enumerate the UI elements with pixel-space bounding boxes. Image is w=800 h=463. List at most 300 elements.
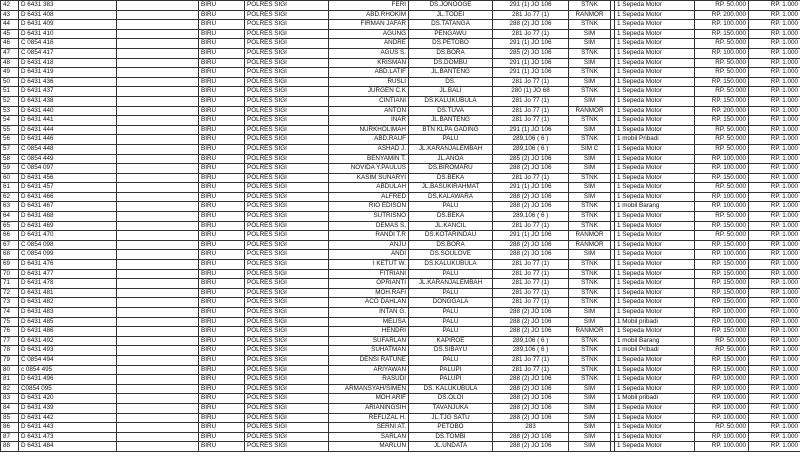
table-row [1, 403, 800, 413]
cell-reg: D 6431 483 [19, 308, 117, 318]
cell-art: 289,106 ( 6 ) [493, 212, 569, 222]
table-row [1, 116, 800, 126]
cell-fee: RP. 1.000 [749, 260, 800, 270]
cell-addr: PALUPI [409, 375, 493, 385]
cell-color: BIRU [199, 403, 245, 413]
cell-art: 288 (2) JO 106 [493, 384, 569, 394]
cell-empty [117, 375, 199, 385]
cell-reg: D 6431 442 [19, 413, 117, 423]
cell-fee: RP. 1.000 [749, 192, 800, 202]
cell-color: BIRU [199, 231, 245, 241]
cell-no: 73 [1, 298, 19, 308]
cell-art: 288 (2) JO 106 [493, 250, 569, 260]
cell-doc: STNK [569, 355, 611, 365]
cell-color: BIRU [199, 423, 245, 433]
cell-veh: 1 Sepeda Motor [615, 375, 695, 385]
cell-veh: 1 Sepeda Motor [615, 250, 695, 260]
cell-empty [117, 144, 199, 154]
cell-name: DENSI RATUNE [329, 355, 409, 365]
cell-unit: POLRES SIGI [245, 58, 329, 68]
cell-art: 291 (1) JO 106 [493, 68, 569, 78]
table-row [1, 240, 800, 250]
cell-veh: 1 Sepeda Motor [615, 308, 695, 318]
cell-fee: RP. 1.000 [749, 327, 800, 337]
cell-color: BIRU [199, 48, 245, 58]
cell-addr: JL.KANCIL [409, 221, 493, 231]
cell-empty [117, 384, 199, 394]
cell-name: ABD.LATIF [329, 68, 409, 78]
cell-color: BIRU [199, 183, 245, 193]
cell-empty [117, 221, 199, 231]
cell-art: 288 (2) JO 106 [493, 442, 569, 452]
cell-fine: RP. 150.000 [695, 355, 749, 365]
cell-art: 288 (2) JO 106 [493, 327, 569, 337]
cell-veh: 1 Sepeda Motor [615, 96, 695, 106]
cell-no: 59 [1, 164, 19, 174]
cell-fine: RP. 150.000 [695, 116, 749, 126]
cell-empty [117, 1, 199, 11]
cell-unit: POLRES SIGI [245, 154, 329, 164]
cell-color: BIRU [199, 336, 245, 346]
cell-veh: 1 Sepeda Motor [615, 288, 695, 298]
cell-doc: SIM [569, 394, 611, 404]
cell-doc: STNK [569, 221, 611, 231]
cell-veh: 1 Sepeda Motor [615, 164, 695, 174]
cell-unit: POLRES SIGI [245, 164, 329, 174]
cell-fee: RP. 1.000 [749, 212, 800, 222]
cell-fee: RP. 1.000 [749, 240, 800, 250]
cell-fine: RP. 100.000 [695, 394, 749, 404]
cell-name: MARLUN [329, 442, 409, 452]
cell-no: 50 [1, 77, 19, 87]
cell-name: BENYAMIN T. [329, 154, 409, 164]
cell-fine: RP. 50.000 [695, 183, 749, 193]
cell-addr: DS. KALUKUBULA [409, 384, 493, 394]
cell-addr: DS.KALUKUBULA [409, 260, 493, 270]
cell-no: 42 [1, 1, 19, 11]
cell-reg: C 0854 099 [19, 250, 117, 260]
table-row [1, 68, 800, 78]
cell-addr: DS.SOULOVE [409, 250, 493, 260]
cell-fine: RP. 150.000 [695, 96, 749, 106]
table-row [1, 327, 800, 337]
cell-fee: RP. 1.000 [749, 298, 800, 308]
cell-fine: RP. 100.000 [695, 442, 749, 452]
cell-reg: D 6431 468 [19, 212, 117, 222]
cell-unit: POLRES SIGI [245, 394, 329, 404]
cell-veh: 1 Sepeda Motor [615, 58, 695, 68]
cell-addr: PETOBO [409, 423, 493, 433]
cell-unit: POLRES SIGI [245, 432, 329, 442]
cell-color: BIRU [199, 68, 245, 78]
cell-art: 281 Jo 77 (1) [493, 298, 569, 308]
table-row [1, 144, 800, 154]
cell-doc: SIM [569, 384, 611, 394]
cell-color: BIRU [199, 58, 245, 68]
cell-unit: POLRES SIGI [245, 336, 329, 346]
cell-no: 51 [1, 87, 19, 97]
cell-art: 281 Jo 77 (1) [493, 29, 569, 39]
cell-fee: RP. 1.000 [749, 77, 800, 87]
cell-doc: STNK [569, 288, 611, 298]
cell-unit: POLRES SIGI [245, 106, 329, 116]
cell-fee: RP. 1.000 [749, 39, 800, 49]
table-row [1, 106, 800, 116]
cell-name: RUSLI [329, 77, 409, 87]
cell-unit: POLRES SIGI [245, 87, 329, 97]
cell-reg: D 6431 476 [19, 260, 117, 270]
cell-unit: POLRES SIGI [245, 375, 329, 385]
cell-reg: D 6431 437 [19, 87, 117, 97]
cell-fine: RP. 200.000 [695, 10, 749, 20]
cell-unit: POLRES SIGI [245, 20, 329, 30]
cell-art: 288 (2) JO 106 [493, 202, 569, 212]
cell-reg: D 6431 477 [19, 269, 117, 279]
cell-color: BIRU [199, 144, 245, 154]
cell-empty [117, 58, 199, 68]
cell-fee: RP. 1.000 [749, 403, 800, 413]
cell-addr: DS.KALUKUBULA [409, 96, 493, 106]
cell-reg: D 6431 482 [19, 298, 117, 308]
cell-color: BIRU [199, 1, 245, 11]
cell-art: 285 (2) JO 106 [493, 48, 569, 58]
cell-addr: PALU [409, 288, 493, 298]
cell-art: 288 (2) JO 106 [493, 317, 569, 327]
cell-name: OPRIANTI [329, 279, 409, 289]
cell-empty [117, 260, 199, 270]
cell-name: ABDULAH [329, 183, 409, 193]
cell-no: 82 [1, 384, 19, 394]
cell-doc: SIM [569, 77, 611, 87]
cell-name: ARMANSYAH/SIMEN [329, 384, 409, 394]
cell-fee: RP. 1.000 [749, 154, 800, 164]
cell-empty [117, 116, 199, 126]
cell-color: BIRU [199, 384, 245, 394]
cell-fee: RP. 1.000 [749, 1, 800, 11]
cell-addr: DS.PETOBO [409, 39, 493, 49]
cell-name: NOVIDA Y.PAULUS [329, 164, 409, 174]
cell-addr: DS.OLOI [409, 394, 493, 404]
cell-no: 84 [1, 403, 19, 413]
cell-art: 291 (1) JO 106 [493, 58, 569, 68]
cell-no: 53 [1, 106, 19, 116]
cell-no: 76 [1, 327, 19, 337]
cell-name: SERNI AT. [329, 423, 409, 433]
cell-art: 291 (1) JO 106 [493, 39, 569, 49]
cell-fine: RP. 100.000 [695, 192, 749, 202]
cell-no: 86 [1, 423, 19, 433]
cell-art: 281 Jo 77 (1) [493, 269, 569, 279]
cell-empty [117, 269, 199, 279]
cell-doc: STNK [569, 135, 611, 145]
cell-addr: JL.TODEI [409, 10, 493, 20]
cell-reg: D 6431 439 [19, 403, 117, 413]
cell-fee: RP. 1.000 [749, 432, 800, 442]
cell-addr: PALU [409, 355, 493, 365]
cell-art: 281 Jo 77 (1) [493, 116, 569, 126]
cell-no: 70 [1, 269, 19, 279]
cell-reg: C 0854 098 [19, 240, 117, 250]
cell-fee: RP. 1.000 [749, 269, 800, 279]
cell-no: 85 [1, 413, 19, 423]
cell-color: BIRU [199, 10, 245, 20]
cell-no: 81 [1, 375, 19, 385]
cell-name: ACO DAHLAN [329, 298, 409, 308]
cell-name: JURGEN C.K [329, 87, 409, 97]
cell-color: BIRU [199, 298, 245, 308]
cell-name: ASHAD J. [329, 144, 409, 154]
cell-color: BIRU [199, 29, 245, 39]
cell-name: HENDRI [329, 327, 409, 337]
cell-name: MOH.RAFI [329, 288, 409, 298]
cell-veh: 1 Sepeda Motor [615, 29, 695, 39]
table-row [1, 164, 800, 174]
cell-unit: POLRES SIGI [245, 29, 329, 39]
cell-unit: POLRES SIGI [245, 413, 329, 423]
cell-no: 87 [1, 432, 19, 442]
cell-doc: STNK [569, 173, 611, 183]
cell-name: ALFRED [329, 192, 409, 202]
cell-color: BIRU [199, 279, 245, 289]
cell-reg: D 6431 408 [19, 10, 117, 20]
table-row [1, 125, 800, 135]
cell-color: BIRU [199, 375, 245, 385]
cell-doc: SIM [569, 403, 611, 413]
cell-color: BIRU [199, 154, 245, 164]
cell-empty [117, 164, 199, 174]
cell-fine: RP. 100.000 [695, 413, 749, 423]
cell-art: 281 Jo 77 (1) [493, 10, 569, 20]
table-row [1, 1, 800, 11]
cell-fine: RP. 50.000 [695, 68, 749, 78]
cell-art: 288 (2) JO 106 [493, 240, 569, 250]
cell-fee: RP. 1.000 [749, 164, 800, 174]
cell-empty [117, 317, 199, 327]
cell-reg: D 6431 419 [19, 68, 117, 78]
cell-empty [117, 20, 199, 30]
table-row [1, 423, 800, 433]
cell-no: 66 [1, 231, 19, 241]
cell-reg: C 0854 417 [19, 48, 117, 58]
cell-art: 288 (2) JO 106 [493, 20, 569, 30]
cell-name: SUFARLAN [329, 336, 409, 346]
cell-reg: C 0854 097 [19, 164, 117, 174]
cell-empty [117, 48, 199, 58]
cell-empty [117, 87, 199, 97]
table-row [1, 260, 800, 270]
cell-veh: 1 Sepeda Motor [615, 183, 695, 193]
cell-fine: RP. 100.000 [695, 154, 749, 164]
cell-no: 64 [1, 212, 19, 222]
cell-fee: RP. 1.000 [749, 231, 800, 241]
cell-empty [117, 279, 199, 289]
cell-unit: POLRES SIGI [245, 39, 329, 49]
cell-empty [117, 394, 199, 404]
cell-art: 288 (2) JO 106 [493, 394, 569, 404]
cell-veh: 1 Sepeda Motor [615, 192, 695, 202]
cell-empty [117, 212, 199, 222]
cell-color: BIRU [199, 173, 245, 183]
cell-reg: C 0854 494 [19, 355, 117, 365]
cell-veh: 1 mobil Pribadi [615, 135, 695, 145]
cell-addr: DS.SIBAYU [409, 346, 493, 356]
table-row [1, 77, 800, 87]
cell-fine: RP. 150.000 [695, 298, 749, 308]
cell-veh: 1 Sepeda Motor [615, 212, 695, 222]
cell-addr: PENGAWU [409, 29, 493, 39]
table-row [1, 432, 800, 442]
cell-veh: 1 Sepeda Motor [615, 231, 695, 241]
cell-fine: RP. 150.000 [695, 327, 749, 337]
cell-fine: RP. 150.000 [695, 29, 749, 39]
cell-addr: DS.TOMBI [409, 432, 493, 442]
cell-unit: POLRES SIGI [245, 1, 329, 11]
cell-fine: RP. 100.000 [695, 250, 749, 260]
cell-unit: POLRES SIGI [245, 317, 329, 327]
cell-addr: DS.BEKA [409, 212, 493, 222]
cell-empty [117, 442, 199, 452]
cell-veh: 1 Mobil pribadi [615, 317, 695, 327]
cell-empty [117, 96, 199, 106]
cell-fine: RP. 100.000 [695, 202, 749, 212]
cell-addr: PALU [409, 317, 493, 327]
cell-reg: D 6431 441 [19, 116, 117, 126]
cell-unit: POLRES SIGI [245, 250, 329, 260]
cell-name: MELISA [329, 317, 409, 327]
cell-name: ABD.RHOKIM [329, 10, 409, 20]
cell-fine: RP. 100.000 [695, 432, 749, 442]
cell-unit: POLRES SIGI [245, 135, 329, 145]
cell-art: 281 Jo 77 (1) [493, 288, 569, 298]
cell-reg: D 6431 438 [19, 96, 117, 106]
cell-unit: POLRES SIGI [245, 183, 329, 193]
cell-name: I KETUT W. [329, 260, 409, 270]
cell-no: 78 [1, 346, 19, 356]
cell-doc: STNK [569, 202, 611, 212]
cell-veh: 1 mobil Pribadi [615, 346, 695, 356]
cell-no: 79 [1, 355, 19, 365]
cell-veh: 1 Sepeda Motor [615, 144, 695, 154]
cell-addr: JL.UNDATA [409, 442, 493, 452]
cell-fine: RP. 50.000 [695, 135, 749, 145]
cell-doc: STNK [569, 269, 611, 279]
cell-empty [117, 183, 199, 193]
cell-reg: D 6431 496 [19, 375, 117, 385]
cell-no: 68 [1, 250, 19, 260]
table-row [1, 298, 800, 308]
cell-fee: RP. 1.000 [749, 423, 800, 433]
cell-name: RASUDI [329, 375, 409, 385]
cell-addr: JL.KARANJALEMBAH [409, 279, 493, 289]
cell-fee: RP. 1.000 [749, 87, 800, 97]
cell-art: 288 (2) JO 106 [493, 164, 569, 174]
cell-art: 291 (1) JO 106 [493, 231, 569, 241]
cell-no: 77 [1, 336, 19, 346]
cell-doc: STNK [569, 116, 611, 126]
table-row [1, 58, 800, 68]
cell-reg: D 6431 478 [19, 279, 117, 289]
cell-no: 88 [1, 442, 19, 452]
cell-doc: STNK [569, 212, 611, 222]
cell-addr: DS.TUVA [409, 106, 493, 116]
cell-empty [117, 202, 199, 212]
cell-name: ARIYAWAN [329, 365, 409, 375]
cell-fee: RP. 1.000 [749, 288, 800, 298]
cell-reg: D 6431 383 [19, 1, 117, 11]
table-row [1, 231, 800, 241]
cell-reg: D 6431 470 [19, 231, 117, 241]
cell-color: BIRU [199, 269, 245, 279]
cell-art: 291 (1) JO 106 [493, 1, 569, 11]
cell-no: 80 [1, 365, 19, 375]
cell-art: 281 Jo 77 (1) [493, 279, 569, 289]
cell-color: BIRU [199, 240, 245, 250]
cell-veh: 1 Sepeda Motor [615, 20, 695, 30]
cell-color: BIRU [199, 365, 245, 375]
cell-addr: PALUPI [409, 365, 493, 375]
cell-reg: C 0854 416 [19, 39, 117, 49]
table-row [1, 212, 800, 222]
cell-no: 46 [1, 39, 19, 49]
cell-art: 281 Jo 77 (1) [493, 173, 569, 183]
cell-no: 58 [1, 154, 19, 164]
cell-color: BIRU [199, 432, 245, 442]
cell-fee: RP. 1.000 [749, 116, 800, 126]
cell-addr: DS.BIROMARU [409, 164, 493, 174]
cell-color: BIRU [199, 77, 245, 87]
cell-doc: SIM [569, 58, 611, 68]
cell-fine: RP. 50.000 [695, 212, 749, 222]
cell-unit: POLRES SIGI [245, 240, 329, 250]
cell-veh: 1 Sepeda Motor [615, 39, 695, 49]
cell-unit: POLRES SIGI [245, 192, 329, 202]
cell-doc: RANMOR [569, 240, 611, 250]
cell-reg: D 6431 457 [19, 183, 117, 193]
cell-unit: POLRES SIGI [245, 269, 329, 279]
cell-no: 69 [1, 260, 19, 270]
cell-reg: D 6431 444 [19, 125, 117, 135]
cell-addr: JL.BALI [409, 87, 493, 97]
cell-unit: POLRES SIGI [245, 279, 329, 289]
cell-unit: POLRES SIGI [245, 10, 329, 20]
table-body [1, 1, 800, 452]
cell-fee: RP. 1.000 [749, 442, 800, 452]
table-row [1, 221, 800, 231]
cell-doc: SIM [569, 154, 611, 164]
cell-veh: 1 Sepeda Motor [615, 384, 695, 394]
cell-color: BIRU [199, 96, 245, 106]
cell-fee: RP. 1.000 [749, 413, 800, 423]
cell-empty [117, 135, 199, 145]
cell-doc: SIM [569, 125, 611, 135]
cell-reg: D 6431 469 [19, 221, 117, 231]
cell-veh: 1 Sepeda Motor [615, 327, 695, 337]
cell-fee: RP. 1.000 [749, 308, 800, 318]
cell-reg: c 0854 495 [19, 365, 117, 375]
cell-doc: SIM [569, 164, 611, 174]
cell-color: BIRU [199, 260, 245, 270]
cell-fee: RP. 1.000 [749, 29, 800, 39]
cell-veh: 1 Sepeda Motor [615, 87, 695, 97]
cell-reg: C 0854 449 [19, 154, 117, 164]
cell-doc: STNK [569, 260, 611, 270]
cell-fine: RP. 150.000 [695, 173, 749, 183]
cell-empty [117, 403, 199, 413]
cell-empty [117, 432, 199, 442]
cell-fine: RP. 150.000 [695, 269, 749, 279]
cell-reg: D 6431 409 [19, 20, 117, 30]
cell-doc: STNK [569, 68, 611, 78]
